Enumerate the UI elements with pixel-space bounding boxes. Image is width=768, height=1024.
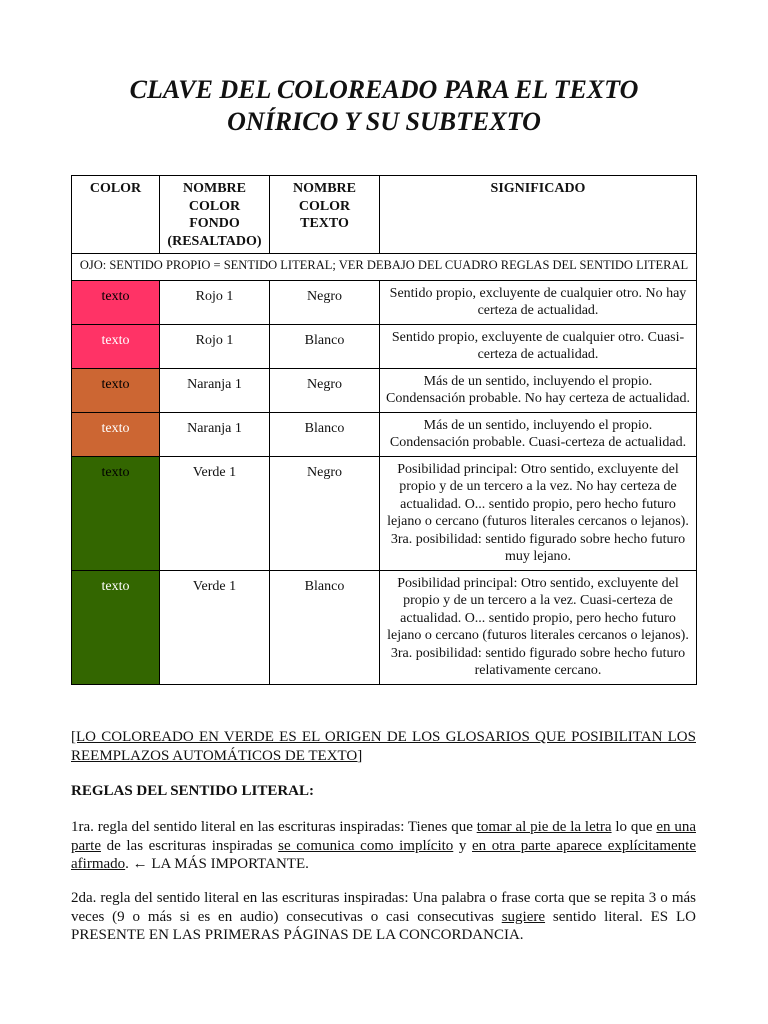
green-origin-note: [LO COLOREADO EN VERDE ES EL ORIGEN DE LOS GLOSARIOS QUE POSIBILITAN LOS REEMPLAZOS AUTOMÁTICOS DE TEXTO] bbox=[71, 729, 696, 764]
meaning-cell: Sentido propio, excluyente de cualquier otro. No hay certeza de actualidad. bbox=[380, 280, 697, 324]
table-row bbox=[72, 412, 697, 456]
bg-color-name-cell: Rojo 1 bbox=[160, 280, 270, 324]
document-title bbox=[70, 74, 698, 138]
meaning-cell: Más de un sentido, incluyendo el propio. Condensación probable. No hay certeza de actualidad. bbox=[380, 368, 697, 412]
bg-color-name-cell: Naranja 1 bbox=[160, 412, 270, 456]
color-sample-cell: texto bbox=[72, 368, 160, 412]
rule-text: 2da. regla del sentido literal en las escrituras inspiradas: Una palabra o frase corta que se repita 3 o más veces (9 o más si es en audio) consecutivas o casi consecutivas bbox=[71, 890, 696, 925]
bg-color-name-cell: Verde 1 bbox=[160, 570, 270, 684]
underlined-phrase: en otra parte aparece explícitamente afirmado bbox=[71, 837, 696, 872]
rule-text: de las escrituras inspiradas bbox=[100, 837, 279, 854]
text-color-name-cell: Negro bbox=[270, 456, 380, 570]
header-meaning: SIGNIFICADO bbox=[380, 176, 697, 254]
color-sample-cell: texto bbox=[72, 570, 160, 684]
title-line-1: CLAVE DEL COLOREADO PARA EL TEXTO bbox=[129, 75, 639, 104]
rule-text: 1ra. regla del sentido literal en las escrituras inspiradas: Tienes que bbox=[71, 819, 477, 835]
table-row bbox=[72, 456, 697, 570]
header-text-color-name: NOMBRE COLOR TEXTO bbox=[270, 176, 380, 254]
underlined-phrase: sugiere bbox=[501, 908, 546, 925]
rule-text: y bbox=[453, 837, 473, 854]
underlined-phrase: se comunica como implícito bbox=[278, 837, 454, 854]
table-row bbox=[72, 368, 697, 412]
bg-color-name-cell: Naranja 1 bbox=[160, 368, 270, 412]
meaning-cell: Posibilidad principal: Otro sentido, excluyente del propio y de un tercero a la vez. Cuasi-certeza de actualidad. O... sentido propio, pero hecho futuro lejano o cercano (futuros literales cercanos o lejanos). 3ra. posibilidad: sentido figurado sobre hecho futuro relativamente cercano. bbox=[380, 570, 697, 684]
rule-2-paragraph bbox=[71, 889, 696, 945]
rule-text: sentido literal. ES LO PRESENTE EN LAS PRIMERAS PÁGINAS DE LA CONCORDANCIA. bbox=[71, 908, 696, 943]
table-note-row bbox=[72, 254, 697, 281]
table-row bbox=[72, 324, 697, 368]
table-body bbox=[72, 254, 697, 685]
text-color-name-cell: Blanco bbox=[270, 570, 380, 684]
rule-text: . ← LA MÁS IMPORTANTE. bbox=[125, 856, 309, 872]
header-color: COLOR bbox=[72, 176, 160, 254]
underlined-phrase: tomar al pie de la letra bbox=[476, 819, 612, 835]
meaning-cell: Posibilidad principal: Otro sentido, excluyente del propio y de un tercero a la vez. No hay certeza de actualidad. O... sentido propio, pero hecho futuro lejano o cercano (futuros literales cercanos o lejanos). 3ra. posibilidad: sentido figurado sobre hecho futuro muy lejano. bbox=[380, 456, 697, 570]
bg-color-name-cell: Rojo 1 bbox=[160, 324, 270, 368]
color-sample-cell: texto bbox=[72, 412, 160, 456]
rules-heading: REGLAS DEL SENTIDO LITERAL: bbox=[71, 783, 314, 799]
header-bg-color-name: NOMBRE COLOR FONDO (RESALTADO) bbox=[160, 176, 270, 254]
table-header-row bbox=[72, 176, 697, 254]
text-color-name-cell: Blanco bbox=[270, 412, 380, 456]
text-color-name-cell: Negro bbox=[270, 368, 380, 412]
underlined-phrase: en una parte bbox=[71, 819, 696, 854]
rule-text: lo que bbox=[611, 819, 657, 835]
text-color-name-cell: Negro bbox=[270, 280, 380, 324]
color-sample-cell: texto bbox=[72, 324, 160, 368]
meaning-cell: Sentido propio, excluyente de cualquier otro. Cuasi-certeza de actualidad. bbox=[380, 324, 697, 368]
bg-color-name-cell: Verde 1 bbox=[160, 456, 270, 570]
color-sample-cell: texto bbox=[72, 280, 160, 324]
color-key-table bbox=[71, 175, 697, 685]
meaning-cell: Más de un sentido, incluyendo el propio. Condensación probable. Cuasi-certeza de actualidad. bbox=[380, 412, 697, 456]
text-color-name-cell: Blanco bbox=[270, 324, 380, 368]
table-row bbox=[72, 280, 697, 324]
color-sample-cell: texto bbox=[72, 456, 160, 570]
table-note: OJO: SENTIDO PROPIO = SENTIDO LITERAL; VER DEBAJO DEL CUADRO REGLAS DEL SENTIDO LITERAL bbox=[72, 254, 697, 281]
table-row bbox=[72, 570, 697, 684]
rule-1-paragraph bbox=[71, 818, 696, 874]
title-line-2: ONÍRICO Y SU SUBTEXTO bbox=[227, 107, 541, 136]
